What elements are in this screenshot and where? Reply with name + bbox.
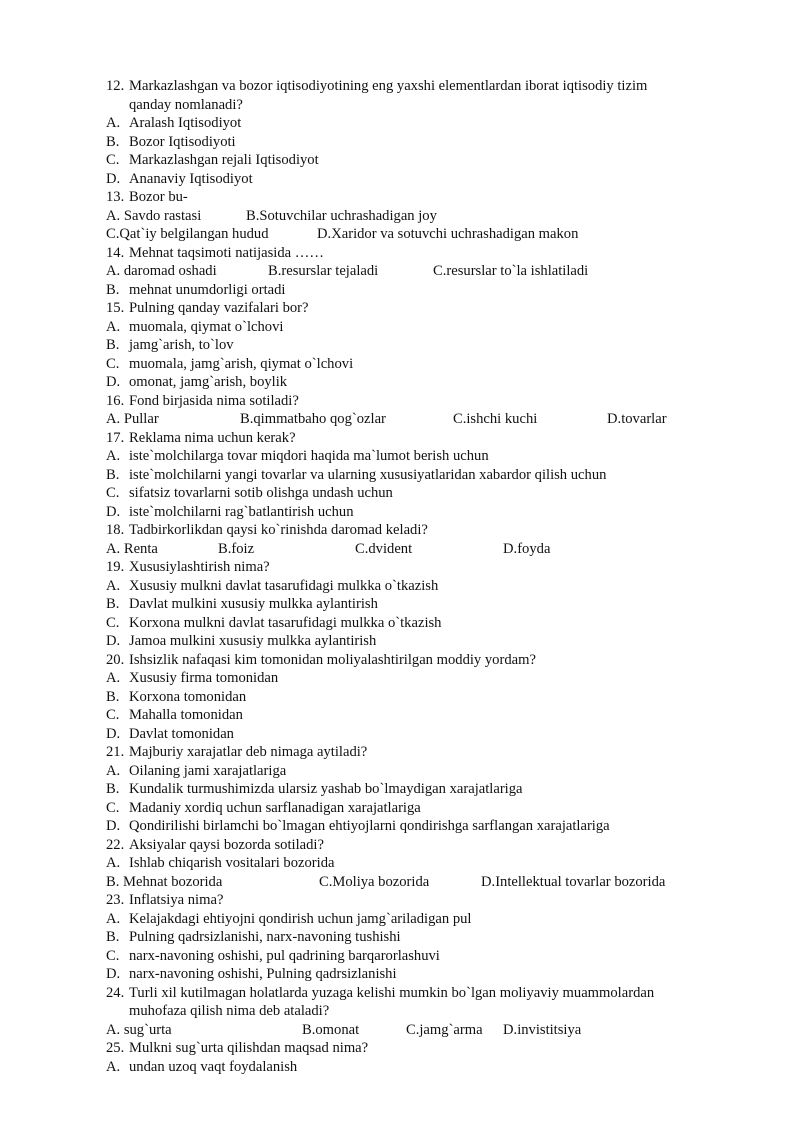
answer-option-line (0, 910, 800, 929)
answer-option-line (0, 503, 800, 522)
option-letter: B. (106, 133, 120, 150)
answer-option-line (0, 484, 800, 503)
question-line (0, 299, 800, 318)
question-text-continued: qanday nomlanadi? (129, 96, 243, 113)
question-number: 22. (106, 836, 125, 853)
answer-option-line (0, 355, 800, 374)
option-text: sifatsiz tovarlarni sotib olishga undash uchun (129, 485, 393, 501)
question-line (0, 521, 800, 540)
question-line (0, 77, 800, 96)
option-letter: A. (106, 910, 121, 927)
option-text: Mahalla tomonidan (129, 707, 243, 723)
option-letter: D. (106, 503, 121, 520)
answer-option: B.omonat (302, 1021, 360, 1038)
question-text: Aksiyalar qaysi bozorda sotiladi? (129, 836, 324, 853)
question-number: 25. (106, 1040, 125, 1056)
question-text: Mulkni sug`urta qilishdan maqsad nima? (129, 1040, 369, 1056)
option-text: Davlat tomonidan (129, 725, 234, 742)
question-number: 21. (106, 744, 125, 760)
answer-options-row (0, 225, 800, 244)
option-letter: A. (106, 318, 121, 335)
answer-option-line (0, 466, 800, 485)
question-number: 20. (106, 651, 125, 668)
option-text: Bozor Iqtisodiyoti (129, 133, 236, 150)
answer-option: B. Mehnat bozorida (106, 873, 223, 890)
answer-option: C.Qat`iy belgilangan hudud (106, 226, 269, 242)
option-letter: B. (106, 688, 120, 705)
option-text: Korxona mulkni davlat tasarufidagi mulkka o`tkazish (129, 614, 442, 631)
option-letter: C. (106, 614, 120, 631)
question-text-continued: muhofaza qilish nima deb ataladi? (129, 1003, 330, 1019)
option-letter: A. (106, 577, 121, 594)
option-letter: C. (106, 485, 120, 501)
answer-option: C.Moliya bozorida (319, 873, 430, 890)
option-text: mehnat unumdorligi ortadi (129, 281, 286, 298)
question-text: Majburiy xarajatlar deb nimaga aytiladi? (129, 744, 368, 760)
answer-option: D.Intellektual tovarlar bozorida (481, 873, 666, 890)
option-text: Davlat mulkini xususiy mulkka aylantirish (129, 596, 378, 612)
question-text: Bozor bu- (129, 189, 188, 205)
option-text: muomala, qiymat o`lchovi (129, 318, 284, 335)
option-text: Korxona tomonidan (129, 688, 247, 705)
question-line (0, 392, 800, 411)
option-text: iste`molchilarni yangi tovarlar va ularning xususiyatlaridan xabardor qilish uchun (129, 466, 607, 483)
answer-option-line (0, 669, 800, 688)
question-number: 24. (106, 984, 125, 1001)
question-text: Turli xil kutilmagan holatlarda yuzaga kelishi mumkin bo`lgan moliyaviy muammolardan (129, 984, 655, 1001)
answer-options-row (0, 873, 800, 892)
answer-option-line (0, 170, 800, 189)
option-text: narx-navoning oshishi, pul qadrining barqarorlashuvi (129, 947, 440, 964)
answer-options-row (0, 1021, 800, 1040)
answer-option: A. Pullar (106, 411, 159, 427)
option-text: omonat, jamg`arish, boylik (129, 374, 288, 390)
option-letter: D. (106, 374, 121, 390)
option-text: Qondirilishi birlamchi bo`lmagan ehtiyojlarni qondirishga sarflangan xarajatlariga (129, 818, 610, 834)
answer-option-line (0, 595, 800, 614)
option-letter: D. (106, 966, 121, 982)
answer-option-line (0, 281, 800, 300)
option-text: Xususiy firma tomonidan (129, 670, 279, 686)
answer-options-row (0, 207, 800, 226)
option-letter: B. (106, 466, 120, 483)
question-text: Xususiylashtirish nima? (129, 559, 270, 575)
answer-option: D.tovarlar (607, 411, 667, 427)
question-number: 17. (106, 429, 125, 446)
answer-option-line (0, 799, 800, 818)
option-text: jamg`arish, to`lov (129, 337, 234, 353)
option-letter: B. (106, 781, 120, 797)
answer-option-line (0, 447, 800, 466)
answer-options-row (0, 262, 800, 281)
question-text: Inflatsiya nima? (129, 892, 224, 908)
question-text: Fond birjasida nima sotiladi? (129, 392, 299, 409)
answer-option-line (0, 688, 800, 707)
option-letter: B. (106, 337, 120, 353)
answer-option: B.foiz (218, 540, 255, 557)
question-number: 13. (106, 189, 125, 205)
option-text: narx-navoning oshishi, Pulning qadrsizlanishi (129, 966, 397, 982)
option-letter: A. (106, 448, 121, 464)
question-line (0, 651, 800, 670)
option-text: Kelajakdagi ehtiyojni qondirish uchun jamg`ariladigan pul (129, 910, 472, 927)
answer-option-line (0, 854, 800, 873)
answer-option-line (0, 706, 800, 725)
answer-option: C.jamg`arma (406, 1021, 483, 1038)
answer-option-line (0, 725, 800, 744)
option-text: muomala, jamg`arish, qiymat o`lchovi (129, 355, 354, 372)
answer-option-line (0, 577, 800, 596)
answer-options-row (0, 410, 800, 429)
option-text: Oilaning jami xarajatlariga (129, 762, 287, 779)
answer-option-line (0, 114, 800, 133)
option-text: Markazlashgan rejali Iqtisodiyot (129, 152, 319, 168)
question-continuation-line (0, 1002, 800, 1021)
option-letter: B. (106, 929, 120, 945)
option-letter: D. (106, 633, 121, 649)
question-number: 23. (106, 892, 125, 908)
answer-options-row (0, 540, 800, 559)
answer-option: C.ishchi kuchi (453, 411, 538, 427)
answer-option: C.resurslar to`la ishlatiladi (433, 263, 589, 279)
option-letter: C. (106, 152, 120, 168)
answer-option-line (0, 373, 800, 392)
option-letter: A. (106, 1058, 121, 1075)
answer-option-line (0, 1058, 800, 1077)
answer-option: D.Xaridor va sotuvchi uchrashadigan makon (317, 226, 579, 242)
option-letter: B. (106, 596, 120, 612)
option-letter: A. (106, 115, 121, 131)
option-letter: D. (106, 170, 121, 187)
question-line (0, 1039, 800, 1058)
question-text: Pulning qanday vazifalari bor? (129, 300, 309, 316)
answer-option: A. daromad oshadi (106, 263, 217, 279)
answer-option: A. Savdo rastasi (106, 207, 202, 224)
answer-option-line (0, 614, 800, 633)
option-text: undan uzoq vaqt foydalanish (129, 1058, 298, 1075)
answer-option: D.invistitsiya (503, 1021, 582, 1038)
option-letter: D. (106, 725, 121, 742)
question-number: 16. (106, 392, 125, 409)
question-number: 12. (106, 78, 125, 94)
answer-option-line (0, 133, 800, 152)
answer-option-line (0, 965, 800, 984)
answer-option-line (0, 318, 800, 337)
option-text: Ananaviy Iqtisodiyot (129, 170, 253, 187)
option-letter: C. (106, 707, 120, 723)
question-number: 14. (106, 244, 125, 261)
option-letter: A. (106, 670, 121, 686)
option-letter: C. (106, 947, 120, 964)
option-letter: B. (106, 281, 120, 298)
question-line (0, 891, 800, 910)
question-text: Reklama nima uchun kerak? (129, 429, 296, 446)
question-list (0, 77, 800, 1076)
answer-option-line (0, 632, 800, 651)
answer-option: B.resurslar tejaladi (268, 263, 379, 279)
question-text: Tadbirkorlikdan qaysi ko`rinishda daromad keladi? (129, 522, 428, 538)
answer-option: D.foyda (503, 540, 551, 557)
answer-option-line (0, 780, 800, 799)
answer-option-line (0, 947, 800, 966)
option-text: Xususiy mulkni davlat tasarufidagi mulkka o`tkazish (129, 577, 439, 594)
question-number: 19. (106, 559, 125, 575)
answer-option-line (0, 928, 800, 947)
question-number: 18. (106, 522, 125, 538)
question-line (0, 244, 800, 263)
option-letter: A. (106, 762, 121, 779)
question-text: Ishsizlik nafaqasi kim tomonidan moliyalashtirilgan moddiy yordam? (129, 651, 536, 668)
question-text: Markazlashgan va bozor iqtisodiyotining eng yaxshi elementlardan iborat iqtisodiy tizim (129, 78, 648, 94)
option-text: Aralash Iqtisodiyot (129, 115, 242, 131)
question-line (0, 984, 800, 1003)
option-letter: D. (106, 818, 121, 834)
option-letter: C. (106, 799, 120, 816)
answer-option-line (0, 151, 800, 170)
option-text: Pulning qadrsizlanishi, narx-navoning tushishi (129, 929, 401, 945)
option-text: iste`molchilarni rag`batlantirish uchun (129, 503, 354, 520)
question-line (0, 429, 800, 448)
question-line (0, 743, 800, 762)
option-text: Ishlab chiqarish vositalari bozorida (129, 855, 335, 871)
answer-option: A. Renta (106, 540, 158, 557)
option-text: Kundalik turmushimizda ularsiz yashab bo`lmaydigan xarajatlariga (129, 781, 523, 797)
question-line (0, 188, 800, 207)
option-letter: A. (106, 855, 121, 871)
question-text: Mehnat taqsimoti natijasida …… (129, 244, 324, 261)
answer-option-line (0, 817, 800, 836)
question-continuation-line (0, 96, 800, 115)
option-text: Madaniy xordiq uchun sarflanadigan xarajatlariga (129, 799, 421, 816)
answer-option: A. sug`urta (106, 1021, 172, 1038)
option-text: Jamoa mulkini xususiy mulkka aylantirish (129, 633, 377, 649)
answer-option-line (0, 336, 800, 355)
option-letter: C. (106, 355, 120, 372)
answer-option: B.Sotuvchilar uchrashadigan joy (246, 207, 437, 224)
question-line (0, 558, 800, 577)
answer-option: C.dvident (355, 540, 413, 557)
option-text: iste`molchilarga tovar miqdori haqida ma`lumot berish uchun (129, 448, 489, 464)
answer-option-line (0, 762, 800, 781)
answer-option: B.qimmatbaho qog`ozlar (240, 411, 386, 427)
question-number: 15. (106, 300, 125, 316)
question-line (0, 836, 800, 855)
